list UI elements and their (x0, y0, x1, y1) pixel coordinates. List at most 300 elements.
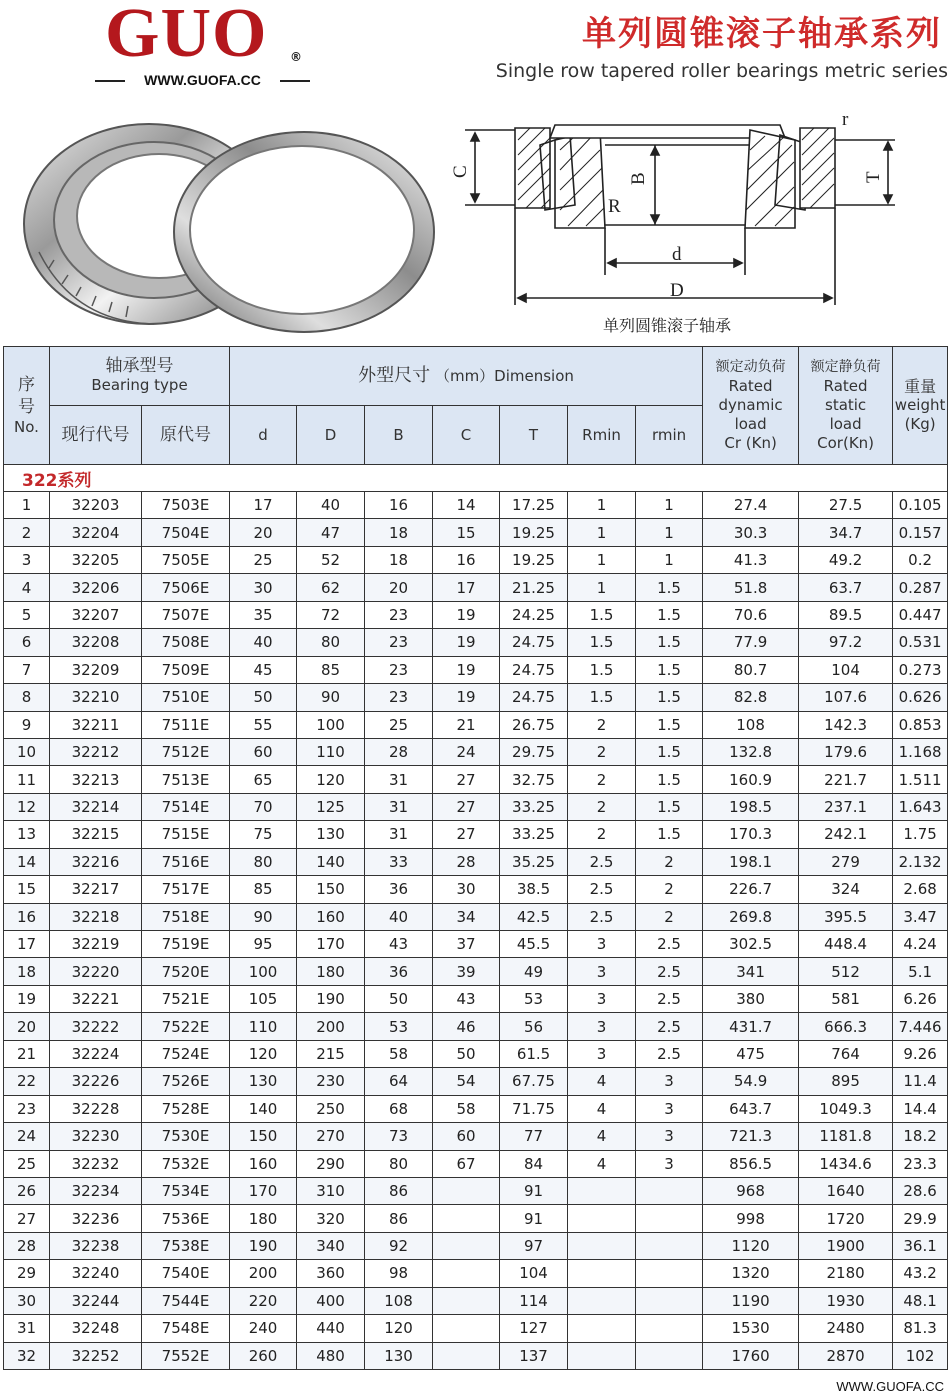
table-row (4, 1150, 948, 1177)
cell-B: 33 (365, 848, 433, 875)
label-T: T (863, 171, 884, 183)
drawing-caption: 单列圆锥滚子轴承 (603, 316, 732, 335)
cell-C (433, 1232, 500, 1259)
cell-D: 40 (297, 492, 365, 519)
cell-no: 16 (4, 903, 50, 930)
table-row (4, 766, 948, 793)
cell-Rmin (568, 1177, 636, 1204)
cell-C: 27 (433, 793, 500, 820)
cell-rmin: 3 (636, 1123, 703, 1150)
cell-current-code: 32209 (50, 656, 142, 683)
cell-B: 16 (365, 492, 433, 519)
cell-rmin: 1.5 (636, 738, 703, 765)
cell-static-load: 97.2 (799, 629, 893, 656)
cell-dynamic-load: 475 (703, 1040, 799, 1067)
cell-T: 35.25 (500, 848, 568, 875)
cell-B: 86 (365, 1177, 433, 1204)
cell-Rmin: 1.5 (568, 601, 636, 628)
cell-static-load: 27.5 (799, 492, 893, 519)
cell-Rmin: 3 (568, 958, 636, 985)
cell-dynamic-load: 721.3 (703, 1123, 799, 1150)
cell-weight: 0.273 (893, 656, 948, 683)
table-row (4, 1177, 948, 1204)
cell-dynamic-load: 170.3 (703, 821, 799, 848)
cell-rmin: 2.5 (636, 985, 703, 1012)
table-row (4, 684, 948, 711)
cell-rmin: 3 (636, 1095, 703, 1122)
cell-weight: 81.3 (893, 1315, 948, 1342)
cell-original-code: 7517E (142, 876, 230, 903)
cell-T: 19.25 (500, 546, 568, 573)
cell-D: 310 (297, 1177, 365, 1204)
cell-current-code: 32226 (50, 1068, 142, 1095)
header-C: C (433, 406, 500, 465)
cell-T: 21.25 (500, 574, 568, 601)
cell-Rmin: 3 (568, 1040, 636, 1067)
cell-d: 17 (230, 492, 297, 519)
table-row (4, 1013, 948, 1040)
cell-original-code: 7504E (142, 519, 230, 546)
cell-no: 30 (4, 1287, 50, 1314)
cell-B: 23 (365, 629, 433, 656)
header-no-en: No. (14, 418, 39, 436)
cell-current-code: 32224 (50, 1040, 142, 1067)
header-weight (893, 347, 948, 465)
table-row (4, 629, 948, 656)
cell-current-code: 32244 (50, 1287, 142, 1314)
cell-Rmin (568, 1232, 636, 1259)
cell-T: 38.5 (500, 876, 568, 903)
cell-C: 43 (433, 985, 500, 1012)
cell-rmin (636, 1342, 703, 1369)
cell-C: 19 (433, 601, 500, 628)
cell-T: 32.75 (500, 766, 568, 793)
cell-d: 75 (230, 821, 297, 848)
cell-B: 23 (365, 601, 433, 628)
cell-static-load: 2870 (799, 1342, 893, 1369)
label-r: r (842, 109, 849, 130)
cell-weight: 6.26 (893, 985, 948, 1012)
cell-D: 52 (297, 546, 365, 573)
cell-C: 19 (433, 684, 500, 711)
cell-original-code: 7521E (142, 985, 230, 1012)
cell-no: 32 (4, 1342, 50, 1369)
cell-T: 19.25 (500, 519, 568, 546)
cell-B: 43 (365, 931, 433, 958)
cell-weight: 3.47 (893, 903, 948, 930)
cell-C: 54 (433, 1068, 500, 1095)
header-no (4, 347, 50, 465)
header-Rmin: Rmin (568, 406, 636, 465)
cell-B: 80 (365, 1150, 433, 1177)
header-bearing-cn: 轴承型号 (105, 356, 174, 376)
header-static-load (799, 347, 893, 465)
cell-no: 23 (4, 1095, 50, 1122)
cell-original-code: 7515E (142, 821, 230, 848)
table-row (4, 1260, 948, 1287)
cell-B: 36 (365, 958, 433, 985)
table-row (4, 1068, 948, 1095)
cell-original-code: 7512E (142, 738, 230, 765)
cell-Rmin: 4 (568, 1095, 636, 1122)
cell-d: 120 (230, 1040, 297, 1067)
cell-original-code: 7532E (142, 1150, 230, 1177)
cell-B: 18 (365, 546, 433, 573)
cell-static-load: 1720 (799, 1205, 893, 1232)
header-dimension-en: （mm）Dimension (434, 367, 574, 385)
cell-B: 73 (365, 1123, 433, 1150)
cell-d: 85 (230, 876, 297, 903)
bearing-cross-section-drawing (450, 100, 920, 340)
cell-current-code: 32236 (50, 1205, 142, 1232)
cell-current-code: 32228 (50, 1095, 142, 1122)
cell-weight: 1.168 (893, 738, 948, 765)
cell-weight: 23.3 (893, 1150, 948, 1177)
cell-current-code: 32214 (50, 793, 142, 820)
cell-static-load: 237.1 (799, 793, 893, 820)
cell-current-code: 32215 (50, 821, 142, 848)
cell-rmin: 2.5 (636, 1013, 703, 1040)
header-dynamic-load-en2: dynamic (718, 396, 783, 414)
cell-static-load: 221.7 (799, 766, 893, 793)
cell-rmin: 1 (636, 546, 703, 573)
cell-dynamic-load: 77.9 (703, 629, 799, 656)
cell-no: 12 (4, 793, 50, 820)
cell-Rmin: 1.5 (568, 629, 636, 656)
page-title-cn: 单列圆锥滚子轴承系列 (582, 14, 942, 54)
cell-Rmin: 1.5 (568, 684, 636, 711)
cell-no: 3 (4, 546, 50, 573)
cell-d: 20 (230, 519, 297, 546)
cell-weight: 0.287 (893, 574, 948, 601)
table-row (4, 711, 948, 738)
cell-static-load: 1930 (799, 1287, 893, 1314)
cell-current-code: 32203 (50, 492, 142, 519)
cell-static-load: 179.6 (799, 738, 893, 765)
cell-Rmin: 2 (568, 738, 636, 765)
cell-original-code: 7530E (142, 1123, 230, 1150)
cell-Rmin: 4 (568, 1150, 636, 1177)
cell-no: 18 (4, 958, 50, 985)
cell-D: 100 (297, 711, 365, 738)
cell-d: 35 (230, 601, 297, 628)
cell-weight: 43.2 (893, 1260, 948, 1287)
cell-B: 20 (365, 574, 433, 601)
cell-rmin: 2 (636, 876, 703, 903)
table-row (4, 519, 948, 546)
cell-dynamic-load: 30.3 (703, 519, 799, 546)
cell-D: 180 (297, 958, 365, 985)
cell-no: 27 (4, 1205, 50, 1232)
header-dynamic-load-en4: Cr (Kn) (724, 434, 777, 452)
header-dynamic-load (703, 347, 799, 465)
cell-dynamic-load: 41.3 (703, 546, 799, 573)
cell-d: 200 (230, 1260, 297, 1287)
cell-B: 58 (365, 1040, 433, 1067)
cell-weight: 0.2 (893, 546, 948, 573)
cell-current-code: 32212 (50, 738, 142, 765)
cell-static-load: 34.7 (799, 519, 893, 546)
cell-D: 125 (297, 793, 365, 820)
cell-static-load: 2180 (799, 1260, 893, 1287)
cell-static-load: 324 (799, 876, 893, 903)
cell-original-code: 7520E (142, 958, 230, 985)
cell-B: 31 (365, 766, 433, 793)
cell-current-code: 32252 (50, 1342, 142, 1369)
cell-no: 5 (4, 601, 50, 628)
cell-dynamic-load: 1760 (703, 1342, 799, 1369)
cell-C: 16 (433, 546, 500, 573)
cell-T: 24.75 (500, 684, 568, 711)
cell-weight: 102 (893, 1342, 948, 1369)
header-d: d (230, 406, 297, 465)
cell-current-code: 32222 (50, 1013, 142, 1040)
cell-D: 200 (297, 1013, 365, 1040)
table-row (4, 903, 948, 930)
cell-current-code: 32218 (50, 903, 142, 930)
table-row (4, 738, 948, 765)
cell-original-code: 7548E (142, 1315, 230, 1342)
cell-d: 90 (230, 903, 297, 930)
table-row (4, 876, 948, 903)
cell-T: 84 (500, 1150, 568, 1177)
cell-C: 58 (433, 1095, 500, 1122)
cell-static-load: 49.2 (799, 546, 893, 573)
cell-rmin (636, 1315, 703, 1342)
cell-T: 114 (500, 1287, 568, 1314)
cell-no: 9 (4, 711, 50, 738)
cell-static-load: 107.6 (799, 684, 893, 711)
cell-B: 40 (365, 903, 433, 930)
cell-dynamic-load: 51.8 (703, 574, 799, 601)
cell-C: 24 (433, 738, 500, 765)
cell-Rmin (568, 1342, 636, 1369)
cell-d: 170 (230, 1177, 297, 1204)
cell-current-code: 32208 (50, 629, 142, 656)
cell-D: 190 (297, 985, 365, 1012)
cell-Rmin: 4 (568, 1068, 636, 1095)
header-bearing-type (50, 347, 230, 406)
cell-C: 60 (433, 1123, 500, 1150)
cell-no: 20 (4, 1013, 50, 1040)
cell-no: 11 (4, 766, 50, 793)
cell-weight: 7.446 (893, 1013, 948, 1040)
cell-d: 25 (230, 546, 297, 573)
cell-T: 91 (500, 1177, 568, 1204)
cell-d: 65 (230, 766, 297, 793)
cell-no: 29 (4, 1260, 50, 1287)
cell-T: 104 (500, 1260, 568, 1287)
cell-Rmin: 2 (568, 793, 636, 820)
cell-original-code: 7510E (142, 684, 230, 711)
cell-T: 24.75 (500, 629, 568, 656)
cell-weight: 2.132 (893, 848, 948, 875)
header-dynamic-load-en3: load (734, 415, 767, 433)
cell-dynamic-load: 431.7 (703, 1013, 799, 1040)
cell-C: 19 (433, 629, 500, 656)
cell-original-code: 7505E (142, 546, 230, 573)
cell-d: 30 (230, 574, 297, 601)
cell-d: 55 (230, 711, 297, 738)
table-row (4, 1315, 948, 1342)
cell-d: 95 (230, 931, 297, 958)
cell-static-load: 1049.3 (799, 1095, 893, 1122)
header-T: T (500, 406, 568, 465)
table-row (4, 985, 948, 1012)
cell-original-code: 7522E (142, 1013, 230, 1040)
cell-T: 67.75 (500, 1068, 568, 1095)
table-row (4, 601, 948, 628)
header-B: B (365, 406, 433, 465)
cell-C: 27 (433, 821, 500, 848)
cell-C: 19 (433, 656, 500, 683)
label-C: C (450, 165, 471, 178)
cell-C: 46 (433, 1013, 500, 1040)
cell-weight: 28.6 (893, 1177, 948, 1204)
cell-static-load: 279 (799, 848, 893, 875)
cell-static-load: 1640 (799, 1177, 893, 1204)
cell-C: 21 (433, 711, 500, 738)
cell-original-code: 7514E (142, 793, 230, 820)
cell-no: 19 (4, 985, 50, 1012)
cell-d: 150 (230, 1123, 297, 1150)
cell-dynamic-load: 82.8 (703, 684, 799, 711)
cell-dynamic-load: 380 (703, 985, 799, 1012)
cell-static-load: 512 (799, 958, 893, 985)
cell-weight: 1.511 (893, 766, 948, 793)
cell-Rmin: 2.5 (568, 903, 636, 930)
cell-C: 39 (433, 958, 500, 985)
cell-weight: 0.626 (893, 684, 948, 711)
cell-C: 50 (433, 1040, 500, 1067)
cell-rmin: 3 (636, 1150, 703, 1177)
cell-Rmin: 1 (568, 519, 636, 546)
cell-C (433, 1177, 500, 1204)
header-current-code: 现行代号 (50, 406, 142, 465)
cell-C (433, 1205, 500, 1232)
cell-original-code: 7524E (142, 1040, 230, 1067)
cell-weight: 9.26 (893, 1040, 948, 1067)
cell-C: 14 (433, 492, 500, 519)
cell-original-code: 7544E (142, 1287, 230, 1314)
cell-static-load: 104 (799, 656, 893, 683)
cell-T: 29.75 (500, 738, 568, 765)
cell-Rmin (568, 1260, 636, 1287)
table-row (4, 1342, 948, 1369)
cell-D: 360 (297, 1260, 365, 1287)
cell-static-load: 581 (799, 985, 893, 1012)
cell-B: 50 (365, 985, 433, 1012)
cell-weight: 0.853 (893, 711, 948, 738)
cell-Rmin: 1.5 (568, 656, 636, 683)
footer-url: WWW.GUOFA.CC (836, 1379, 944, 1394)
cell-d: 220 (230, 1287, 297, 1314)
cell-rmin (636, 1232, 703, 1259)
header-rmin: rmin (636, 406, 703, 465)
cell-T: 71.75 (500, 1095, 568, 1122)
cell-no: 28 (4, 1232, 50, 1259)
cell-dynamic-load: 80.7 (703, 656, 799, 683)
cell-Rmin: 1 (568, 574, 636, 601)
cell-dynamic-load: 856.5 (703, 1150, 799, 1177)
table-row (4, 1040, 948, 1067)
cell-weight: 2.68 (893, 876, 948, 903)
cell-B: 98 (365, 1260, 433, 1287)
cell-weight: 4.24 (893, 931, 948, 958)
cell-static-load: 142.3 (799, 711, 893, 738)
cell-D: 140 (297, 848, 365, 875)
cell-static-load: 1900 (799, 1232, 893, 1259)
cell-no: 2 (4, 519, 50, 546)
cell-weight: 0.447 (893, 601, 948, 628)
cell-original-code: 7528E (142, 1095, 230, 1122)
cell-weight: 29.9 (893, 1205, 948, 1232)
cell-B: 108 (365, 1287, 433, 1314)
cell-d: 45 (230, 656, 297, 683)
cell-original-code: 7511E (142, 711, 230, 738)
cell-static-load: 395.5 (799, 903, 893, 930)
cell-Rmin: 3 (568, 985, 636, 1012)
cell-current-code: 32210 (50, 684, 142, 711)
cell-C: 30 (433, 876, 500, 903)
cell-B: 28 (365, 738, 433, 765)
cell-dynamic-load: 968 (703, 1177, 799, 1204)
cell-weight: 0.531 (893, 629, 948, 656)
cell-d: 100 (230, 958, 297, 985)
cell-weight: 5.1 (893, 958, 948, 985)
cell-no: 24 (4, 1123, 50, 1150)
table-row (4, 574, 948, 601)
cell-rmin: 1.5 (636, 821, 703, 848)
label-R: R (608, 196, 621, 217)
section-label: 322系列 (4, 465, 948, 492)
cell-no: 14 (4, 848, 50, 875)
cell-no: 10 (4, 738, 50, 765)
cell-original-code: 7552E (142, 1342, 230, 1369)
cell-dynamic-load: 269.8 (703, 903, 799, 930)
table-row (4, 492, 948, 519)
cell-static-load: 448.4 (799, 931, 893, 958)
cell-Rmin: 2 (568, 766, 636, 793)
cell-static-load: 1181.8 (799, 1123, 893, 1150)
cell-rmin: 2 (636, 848, 703, 875)
cell-weight: 36.1 (893, 1232, 948, 1259)
cell-D: 130 (297, 821, 365, 848)
cell-T: 26.75 (500, 711, 568, 738)
cell-B: 53 (365, 1013, 433, 1040)
cell-d: 70 (230, 793, 297, 820)
cell-B: 120 (365, 1315, 433, 1342)
cell-D: 250 (297, 1095, 365, 1122)
cell-current-code: 32240 (50, 1260, 142, 1287)
cell-T: 49 (500, 958, 568, 985)
cell-B: 92 (365, 1232, 433, 1259)
cell-D: 290 (297, 1150, 365, 1177)
cell-d: 105 (230, 985, 297, 1012)
label-B: B (628, 172, 649, 185)
cell-original-code: 7507E (142, 601, 230, 628)
cell-Rmin (568, 1205, 636, 1232)
cell-rmin (636, 1287, 703, 1314)
cell-rmin: 2.5 (636, 958, 703, 985)
cell-d: 130 (230, 1068, 297, 1095)
cell-d: 180 (230, 1205, 297, 1232)
cell-D: 47 (297, 519, 365, 546)
header-no-cn: 序号 (18, 375, 35, 417)
cell-original-code: 7536E (142, 1205, 230, 1232)
cell-T: 61.5 (500, 1040, 568, 1067)
cell-T: 24.75 (500, 656, 568, 683)
